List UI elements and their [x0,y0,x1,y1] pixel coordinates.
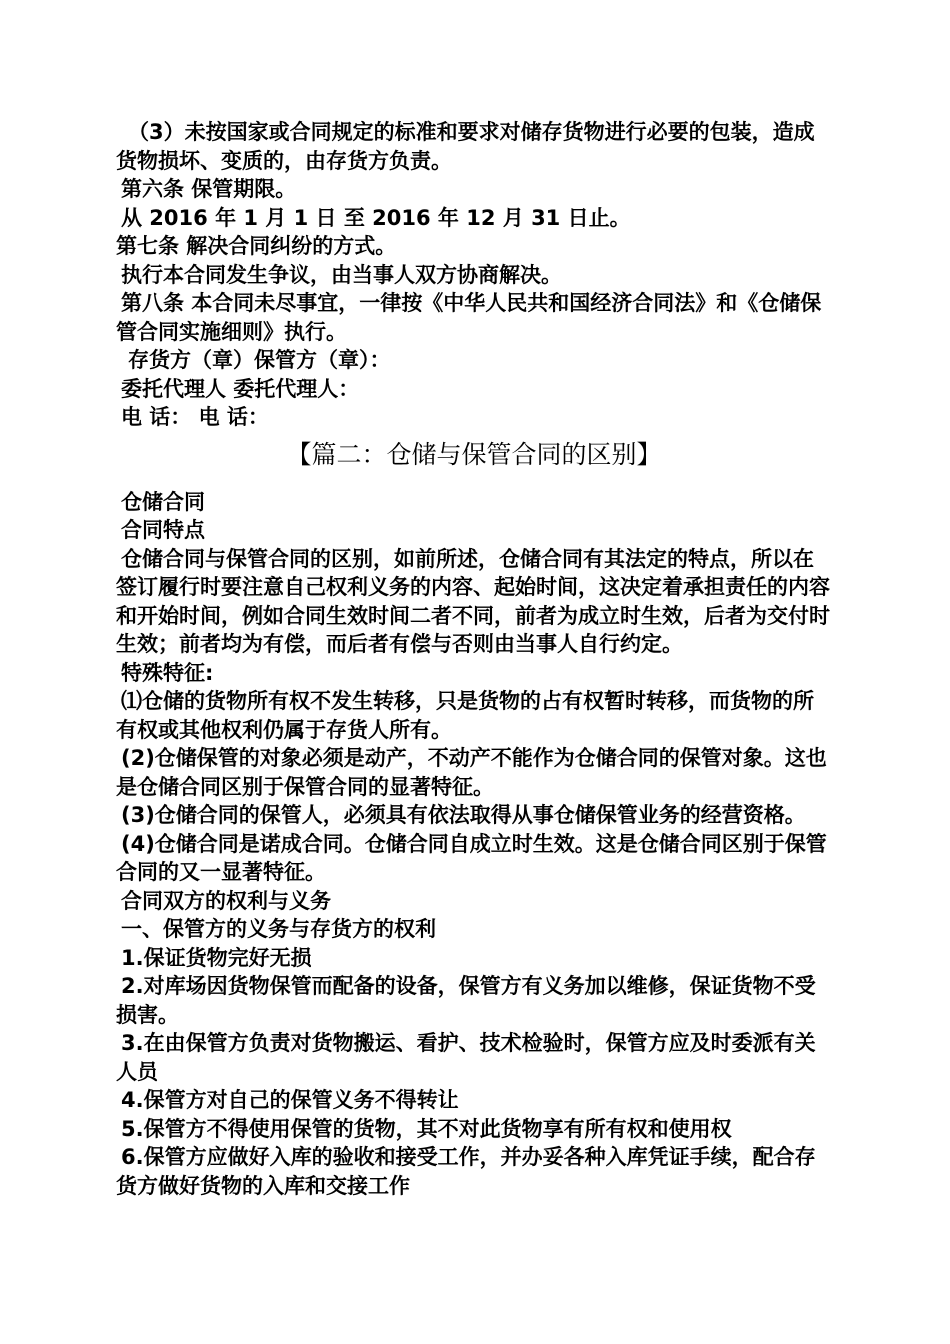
signature-phone: 电 话： 电 话： [121,405,269,429]
obligation-item: 6.保管方应做好入库的验收和接受工作，并办妥各种入库凭证手续，配合存货方做好货物的入库和交接工作 [116,1145,816,1198]
obligation-item: 4.保管方对自己的保管义务不得转让 [121,1088,459,1112]
clause-item-3: （3）未按国家或合同规定的标准和要求对储存货物进行必要的包装，造成货物损坏、变质的，由存货方负责。 [116,120,815,173]
obligation-item: 5.保管方不得使用保管的货物，其不对此货物享有所有权和使用权 [121,1116,732,1141]
feature-item: (2)仓储保管的对象必须是动产，不动产不能作为仓储合同的保管对象。这也是仓储合同区别于保管合同的显著特征。 [116,746,827,799]
obligation-item: 1.保证货物完好无损 [121,945,312,970]
article-7-title: 第七条 解决合同纠纷的方式。 [116,234,397,258]
section-heading: 【篇二：仓储与保管合同的区别】 [286,439,662,469]
document-body [116,118,832,1200]
signature-parties: 存货方（章）保管方（章）： [128,348,391,372]
article-7-body: 执行本合同发生争议，由当事人双方协商解决。 [121,262,562,287]
feature-item: ⑴仓储的货物所有权不发生转移，只是货物的占有权暂时转移，而货物的所有权或其他权利仍属于存货人所有。 [116,689,814,742]
special-features-label: 特殊特征: [121,660,214,685]
rights-obligations-title: 合同双方的权利与义务 [121,888,331,913]
obligation-item: 3.在由保管方负责对货物搬运、看护、技术检验时，保管方应及时委派有关人员 [116,1031,816,1084]
feature-item: (4)仓储合同是诺成合同。仓储合同自成立时生效。这是仓储合同区别于保管合同的又一显著特征。 [116,831,827,884]
article-6-title: 第六条 保管期限。 [121,177,297,201]
storage-contract-label: 仓储合同 [121,489,205,514]
feature-item: (3)仓储合同的保管人，必须具有依法取得从事仓储保管业务的经营资格。 [121,803,806,827]
obligation-item: 2.对库场因货物保管而配备的设备，保管方有义务加以维修，保证货物不受损害。 [116,974,816,1027]
article-8: 第八条 本合同未尽事宜，一律按《中华人民共和国经济合同法》和《仓储保管合同实施细则》执行。 [116,291,822,344]
contract-features-label: 合同特点 [121,518,205,542]
difference-paragraph: 仓储合同与保管合同的区别，如前所述，仓储合同有其法定的特点，所以在签订履行时要注意自己权利义务的内容、起始时间，这决定着承担责任的内容和开始时间，例如合同生效时间二者不同，前者为成立时生效，后者为交付时生效；前者均为有偿，而后者有偿与否则由当事人自行约定。 [116,546,830,656]
section-1-title: 一、保管方的义务与存货方的权利 [121,917,436,941]
article-6-body: 从 2016 年 1 月 1 日 至 2016 年 12 月 31 日止。 [121,205,631,230]
signature-agents: 委托代理人 委托代理人： [121,376,360,401]
